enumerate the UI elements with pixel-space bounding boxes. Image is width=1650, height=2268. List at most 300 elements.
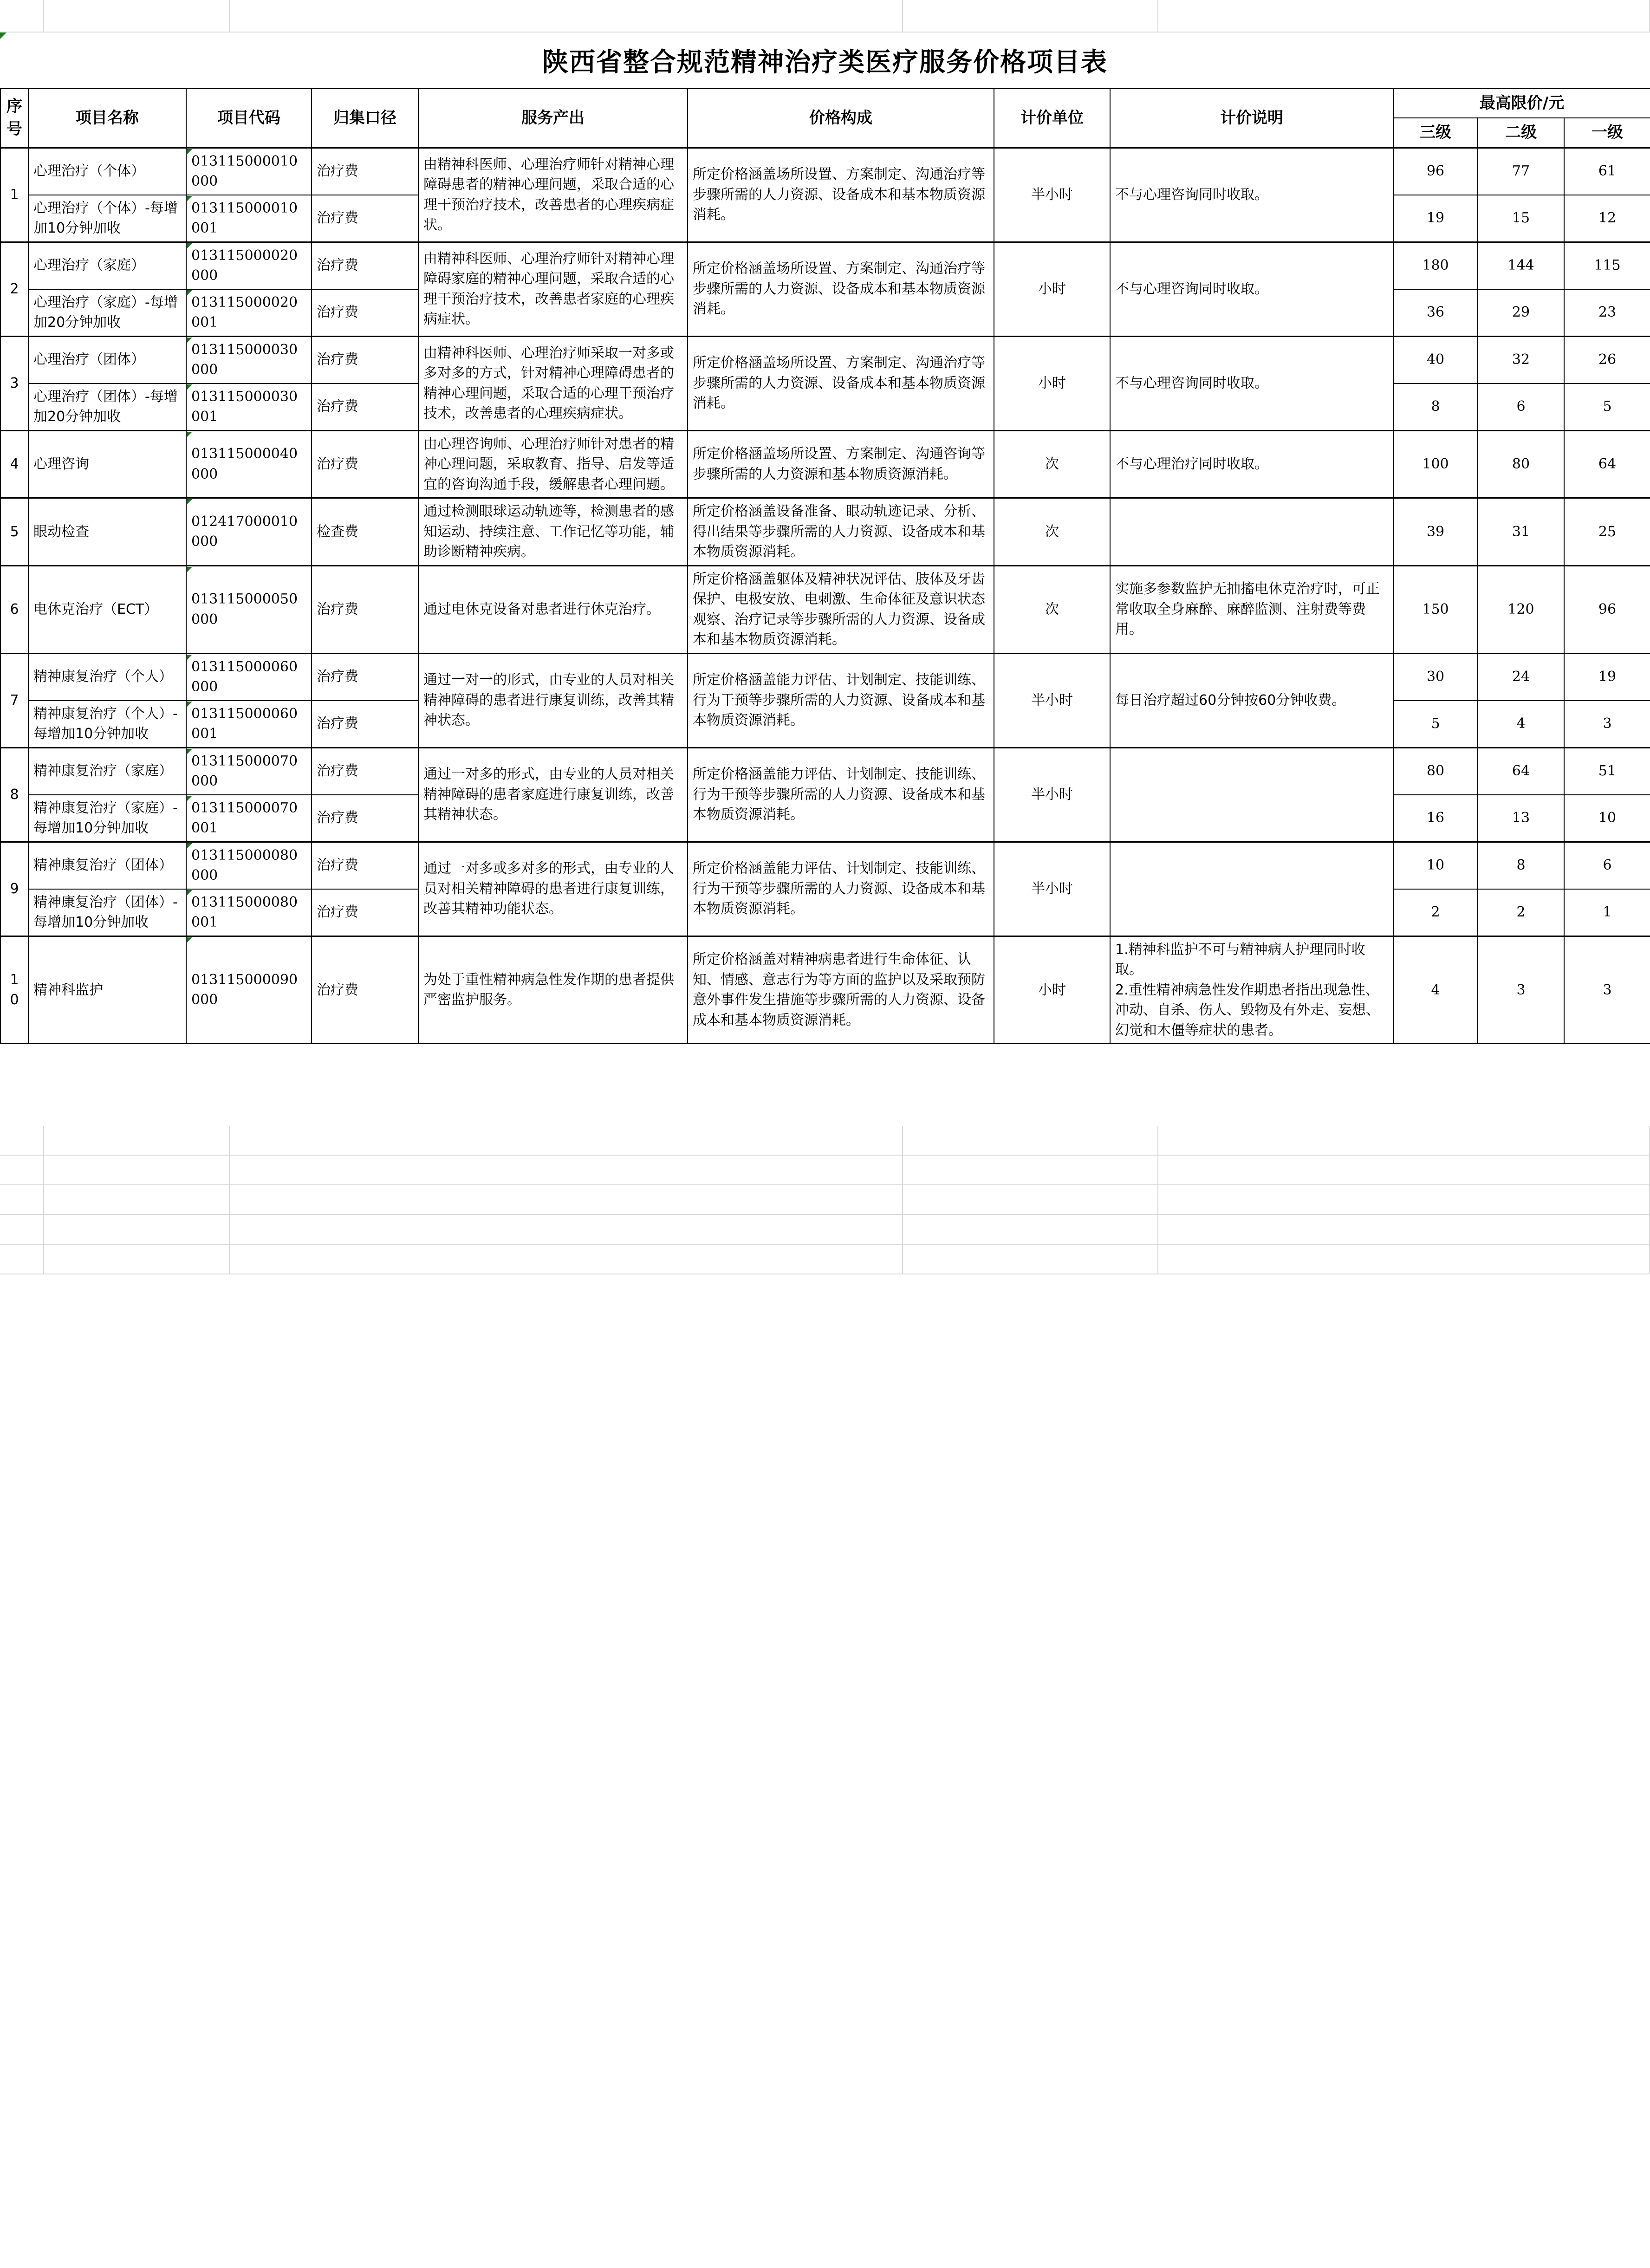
cell-scope-text: 治疗费 — [317, 904, 358, 921]
cell-seq — [0, 498, 28, 566]
ghost-cell — [903, 1245, 1158, 1274]
cell-item-code-text: 013115000010000 — [191, 153, 298, 190]
cell-pricing-desc-text: 实施多参数监护无抽搐电休克治疗时，可正常收取全身麻醉、麻醉监测、注射费等费用。 — [1115, 581, 1380, 638]
cell-unit-text: 半小时 — [1031, 880, 1073, 897]
cell-price-level1-text: 64 — [1598, 456, 1617, 473]
cell-price-level3-text: 100 — [1422, 456, 1449, 473]
cell-price-level2 — [1478, 565, 1564, 653]
cell-price-level3-text: 5 — [1431, 715, 1440, 732]
cell-scope-text: 治疗费 — [317, 857, 358, 874]
cell-price-level1-text: 25 — [1598, 523, 1617, 540]
cell-price-composition-text: 所定价格涵盖能力评估、计划制定、技能训练、行为干预等步骤所需的人力资源、设备成本和基本物质资源消耗。 — [693, 860, 985, 917]
cell-note-marker-icon — [187, 749, 192, 754]
cell-unit — [994, 336, 1110, 430]
cell-price-level3-text: 10 — [1426, 857, 1445, 874]
cell-item-code-text: 013115000070001 — [191, 799, 298, 837]
cell-service-output-text: 通过检测眼球运动轨迹等，检测患者的感知运动、持续注意、工作记忆等功能，辅助诊断精神疾病。 — [423, 503, 674, 560]
cell-item-code-text: 013115000020001 — [191, 294, 298, 331]
cell-note-marker-icon — [187, 149, 192, 154]
cell-price-level2 — [1478, 842, 1564, 889]
cell-price-level3 — [1393, 383, 1478, 431]
cell-price-level1 — [1564, 795, 1650, 842]
column-header-level1: 一级 — [1564, 118, 1650, 148]
ghost-cell — [1158, 1156, 1650, 1185]
cell-price-level2 — [1478, 430, 1564, 498]
cell-scope-text: 治疗费 — [317, 601, 358, 617]
cell-price-level3 — [1393, 336, 1478, 383]
cell-item-name — [28, 498, 186, 566]
cell-pricing-desc-text: 不与心理治疗同时收取。 — [1115, 456, 1268, 473]
cell-seq-text: 8 — [10, 786, 19, 803]
table-row — [0, 242, 1650, 289]
cell-price-level2 — [1478, 242, 1564, 289]
cell-item-code — [186, 498, 312, 566]
cell-item-code-text: 013115000080000 — [191, 847, 298, 884]
column-header-price-composition: 价格构成 — [688, 89, 994, 148]
cell-price-composition — [688, 842, 994, 936]
cell-item-code — [186, 148, 312, 195]
cell-service-output-text: 为处于重性精神病急性发作期的患者提供严密监护服务。 — [423, 971, 674, 1008]
cell-scope — [312, 701, 418, 748]
cell-price-level1 — [1564, 842, 1650, 889]
cell-price-level2-text: 80 — [1512, 456, 1530, 473]
cell-note-marker-icon — [187, 796, 192, 801]
cell-unit — [994, 653, 1110, 747]
cell-item-code — [186, 795, 312, 842]
cell-price-level2 — [1478, 498, 1564, 566]
cell-scope — [312, 795, 418, 842]
cell-price-level3-text: 19 — [1426, 210, 1445, 227]
table-row — [0, 565, 1650, 653]
cell-scope — [312, 842, 418, 889]
cell-service-output-text: 通过一对多或多对多的形式，由专业的人员对相关精神障碍的患者进行康复训练，改善其精神功能状态。 — [423, 860, 674, 917]
cell-service-output — [418, 498, 688, 566]
cell-price-composition-text: 所定价格涵盖对精神病患者进行生命体征、认知、情感、意志行为等方面的监护以及采取预防意外事件发生措施等步骤所需的人力资源、设备成本和基本物质资源消耗。 — [693, 951, 985, 1028]
table-row — [0, 148, 1650, 195]
cell-item-name — [28, 336, 186, 383]
cell-service-output — [418, 336, 688, 430]
cell-price-composition — [688, 430, 994, 498]
cell-service-output-text: 通过电休克设备对患者进行休克治疗。 — [423, 601, 660, 617]
cell-price-level1 — [1564, 430, 1650, 498]
cell-price-level2 — [1478, 701, 1564, 748]
cell-price-level1 — [1564, 336, 1650, 383]
cell-price-level2-text: 15 — [1512, 210, 1530, 227]
cell-price-level2 — [1478, 747, 1564, 795]
cell-seq — [0, 148, 28, 242]
cell-price-composition — [688, 498, 994, 566]
cell-scope — [312, 289, 418, 337]
ghost-cell — [1158, 1245, 1650, 1274]
column-header-cap-group: 最高限价/元 — [1393, 89, 1650, 118]
column-header-output: 服务产出 — [418, 89, 688, 148]
cell-item-name-text: 心理治疗（家庭）-每增加20分钟加收 — [33, 294, 178, 331]
cell-price-level3 — [1393, 148, 1478, 195]
cell-item-name — [28, 842, 186, 889]
cell-unit-text: 半小时 — [1031, 692, 1073, 708]
cell-pricing-desc — [1110, 653, 1393, 747]
cell-note-marker-icon — [187, 432, 192, 437]
cell-price-level2 — [1478, 383, 1564, 431]
cell-price-level3 — [1393, 653, 1478, 701]
cell-scope — [312, 565, 418, 653]
cell-note-marker-icon — [187, 384, 192, 390]
cell-pricing-desc — [1110, 565, 1393, 653]
cell-price-level1-text: 3 — [1603, 981, 1612, 998]
cell-item-code-text: 013115000030001 — [191, 388, 298, 425]
cell-price-level3 — [1393, 242, 1478, 289]
cell-scope-text: 治疗费 — [317, 981, 358, 998]
cell-note-marker-icon — [187, 338, 192, 343]
cell-service-output-text: 由心理咨询师、心理治疗师针对患者的精神心理问题，采取教育、指导、启发等适宜的咨询沟通手段，缓解患者心理问题。 — [423, 435, 674, 493]
cell-price-level1 — [1564, 565, 1650, 653]
cell-price-level3 — [1393, 195, 1478, 242]
ghost-cell — [1158, 1185, 1650, 1215]
cell-pricing-desc-text: 不与心理咨询同时收取。 — [1115, 186, 1268, 203]
column-header-desc: 计价说明 — [1110, 89, 1393, 148]
cell-unit-text: 小时 — [1038, 280, 1066, 297]
cell-price-level1 — [1564, 195, 1650, 242]
cell-item-code — [186, 889, 312, 936]
cell-price-level2-text: 24 — [1512, 669, 1530, 685]
cell-pricing-desc — [1110, 242, 1393, 336]
cell-item-name — [28, 653, 186, 701]
cell-price-composition-text: 所定价格涵盖能力评估、计划制定、技能训练、行为干预等步骤所需的人力资源、设备成本和基本物质资源消耗。 — [693, 672, 985, 729]
cell-item-code — [186, 383, 312, 431]
cell-unit — [994, 242, 1110, 336]
cell-price-level2-text: 6 — [1516, 398, 1526, 415]
cell-item-name-text: 心理治疗（个体）-每增加10分钟加收 — [33, 200, 178, 237]
cell-price-composition — [688, 565, 994, 653]
cell-scope — [312, 336, 418, 383]
table-row — [0, 936, 1650, 1044]
cell-scope-text: 治疗费 — [317, 257, 358, 274]
table-row — [0, 747, 1650, 795]
cell-unit — [994, 936, 1110, 1044]
spreadsheet-blank-row — [0, 1245, 1650, 1274]
page-title: 陕西省整合规范精神治疗类医疗服务价格项目表 — [542, 47, 1108, 78]
table-header-row-1 — [0, 89, 1650, 118]
cell-item-name — [28, 195, 186, 242]
ghost-cell — [230, 0, 903, 32]
cell-seq-text: 3 — [10, 375, 19, 391]
cell-price-level1 — [1564, 242, 1650, 289]
cell-item-name-text: 精神康复治疗（团体）-每增加10分钟加收 — [33, 894, 178, 931]
spreadsheet-blank-row — [0, 1215, 1650, 1245]
cell-price-level1-text: 96 — [1598, 601, 1617, 617]
cell-price-level2-text: 32 — [1512, 351, 1530, 368]
cell-note-marker-icon — [187, 290, 192, 295]
cell-item-name-text: 电休克治疗（ECT） — [33, 601, 158, 617]
ghost-cell — [230, 1185, 903, 1215]
cell-unit — [994, 842, 1110, 936]
cell-scope — [312, 242, 418, 289]
cell-item-name — [28, 701, 186, 748]
cell-scope-text: 治疗费 — [317, 304, 358, 321]
cell-pricing-desc — [1110, 336, 1393, 430]
cell-price-level2-text: 2 — [1516, 904, 1526, 921]
ghost-cell — [0, 1245, 44, 1274]
cell-unit-text: 次 — [1045, 601, 1059, 617]
cell-item-name-text: 精神科监护 — [33, 981, 103, 998]
cell-price-level2-text: 77 — [1512, 163, 1530, 180]
cell-price-composition — [688, 148, 994, 242]
cell-item-name — [28, 936, 186, 1044]
cell-item-name — [28, 148, 186, 195]
cell-price-level1 — [1564, 653, 1650, 701]
cell-seq — [0, 842, 28, 936]
cell-price-level1 — [1564, 289, 1650, 337]
cell-seq-text: 7 — [10, 692, 19, 708]
spreadsheet-blank-row — [0, 1156, 1650, 1185]
cell-price-level3 — [1393, 936, 1478, 1044]
cell-price-level1-text: 23 — [1598, 304, 1617, 321]
cell-item-code — [186, 565, 312, 653]
cell-price-level1 — [1564, 383, 1650, 431]
cell-price-level3-text: 4 — [1431, 981, 1440, 998]
cell-price-level1-text: 19 — [1598, 669, 1617, 685]
ghost-cell — [903, 0, 1158, 32]
cell-unit-text: 次 — [1045, 523, 1059, 540]
cell-item-code — [186, 701, 312, 748]
cell-price-level2 — [1478, 195, 1564, 242]
cell-price-composition — [688, 336, 994, 430]
cell-price-level1-text: 12 — [1598, 210, 1617, 227]
cell-seq — [0, 936, 28, 1044]
cell-scope-text: 检查费 — [317, 523, 358, 540]
cell-price-level1 — [1564, 889, 1650, 936]
cell-service-output — [418, 747, 688, 842]
cell-price-level3 — [1393, 842, 1478, 889]
ghost-cell — [0, 1185, 44, 1215]
cell-unit — [994, 747, 1110, 842]
cell-price-level3-text: 80 — [1426, 763, 1445, 780]
cell-pricing-desc-text: 每日治疗超过60分钟按60分钟收费。 — [1115, 692, 1346, 708]
cell-seq-text: 9 — [10, 880, 19, 897]
cell-item-name — [28, 889, 186, 936]
cell-note-marker-icon — [187, 937, 192, 942]
cell-scope — [312, 195, 418, 242]
cell-item-name — [28, 430, 186, 498]
cell-scope — [312, 430, 418, 498]
cell-item-code — [186, 936, 312, 1044]
cell-service-output — [418, 653, 688, 747]
cell-item-name-text: 精神康复治疗（个人）-每增加10分钟加收 — [33, 705, 178, 742]
cell-pricing-desc — [1110, 747, 1393, 842]
cell-price-level3 — [1393, 289, 1478, 337]
ghost-cell — [1158, 1126, 1650, 1156]
cell-price-level3-text: 150 — [1422, 601, 1449, 617]
cell-item-code — [186, 430, 312, 498]
cell-note-marker-icon — [187, 243, 192, 248]
ghost-cell — [230, 1156, 903, 1185]
cell-note-marker-icon — [187, 890, 192, 895]
cell-item-code — [186, 653, 312, 701]
cell-item-name — [28, 289, 186, 337]
cell-item-name — [28, 747, 186, 795]
column-header-name: 项目名称 — [28, 89, 186, 148]
cell-item-name — [28, 795, 186, 842]
cell-seq — [0, 242, 28, 336]
cell-price-level1-text: 1 — [1603, 904, 1612, 921]
ghost-cell — [44, 1185, 230, 1215]
table-bottom-spacer — [0, 1044, 1650, 1126]
cell-price-level1 — [1564, 498, 1650, 566]
cell-item-name-text: 精神康复治疗（团体） — [33, 857, 173, 874]
table-row — [0, 842, 1650, 889]
cell-price-composition — [688, 653, 994, 747]
cell-price-level2-text: 31 — [1512, 523, 1530, 540]
cell-item-code-text: 013115000060000 — [191, 658, 298, 695]
cell-price-composition — [688, 747, 994, 842]
ghost-cell — [44, 1245, 230, 1274]
ghost-cell — [0, 0, 44, 32]
cell-price-level1-text: 3 — [1603, 715, 1612, 732]
cell-price-composition-text: 所定价格涵盖设备准备、眼动轨迹记录、分析、得出结果等步骤所需的人力资源、设备成本和基本物质资源消耗。 — [693, 503, 985, 560]
cell-scope-text: 治疗费 — [317, 398, 358, 415]
cell-pricing-desc-text: 1.精神科监护不可与精神病人护理同时收取。 2.重性精神病急性发作期患者指出现急性、冲动、自杀、伤人、毁物及有外走、妄想、幻觉和木僵等症状的患者。 — [1115, 941, 1380, 1039]
table-row — [0, 498, 1650, 566]
spreadsheet-top-ghost-row — [0, 0, 1650, 32]
table-body — [0, 148, 1650, 1044]
cell-service-output-text: 由精神科医师、心理治疗师采取一对多或多对多的方式，针对精神心理障碍患者的精神心理问题，采取合适的心理干预治疗技术，改善患者的心理疾病症状。 — [423, 344, 674, 422]
cell-service-output-text: 通过一对多的形式，由专业的人员对相关精神障碍的患者家庭进行康复训练，改善其精神状态。 — [423, 766, 674, 823]
cell-note-marker-icon — [187, 655, 192, 660]
cell-item-code-text: 012417000010000 — [191, 513, 298, 550]
cell-unit — [994, 498, 1110, 566]
column-header-seq: 序号 — [0, 89, 28, 148]
cell-pricing-desc — [1110, 430, 1393, 498]
cell-price-level3 — [1393, 498, 1478, 566]
cell-item-code-text: 013115000020000 — [191, 247, 298, 284]
cell-unit — [994, 430, 1110, 498]
cell-item-code-text: 013115000030000 — [191, 341, 298, 378]
cell-item-name-text: 眼动检查 — [33, 523, 89, 540]
ghost-cell — [230, 1215, 903, 1245]
cell-price-composition-text: 所定价格涵盖场所设置、方案制定、沟通治疗等步骤所需的人力资源、设备成本和基本物质资源消耗。 — [693, 260, 985, 318]
cell-unit-text: 小时 — [1038, 981, 1066, 998]
ghost-cell — [230, 1126, 903, 1156]
cell-item-code — [186, 336, 312, 383]
cell-price-level1 — [1564, 936, 1650, 1044]
cell-item-name-text: 心理咨询 — [33, 456, 89, 473]
page-title-band — [0, 32, 1650, 88]
cell-unit-text: 半小时 — [1031, 186, 1073, 203]
column-header-code: 项目代码 — [186, 89, 312, 148]
cell-price-level3 — [1393, 430, 1478, 498]
cell-price-level1 — [1564, 701, 1650, 748]
cell-price-level3-text: 36 — [1426, 304, 1445, 321]
cell-service-output — [418, 936, 688, 1044]
cell-pricing-desc-text: 不与心理咨询同时收取。 — [1115, 280, 1268, 297]
cell-seq-text: 1 — [10, 186, 19, 203]
ghost-cell — [903, 1185, 1158, 1215]
cell-scope — [312, 653, 418, 701]
cell-scope-text: 治疗费 — [317, 763, 358, 780]
cell-price-level2-text: 64 — [1512, 763, 1530, 780]
cell-price-level3 — [1393, 701, 1478, 748]
cell-service-output — [418, 242, 688, 336]
ghost-cell — [903, 1126, 1158, 1156]
cell-price-level1-text: 61 — [1598, 163, 1617, 180]
cell-service-output-text: 由精神科医师、心理治疗师针对精神心理障碍患者的精神心理问题，采取合适的心理干预治疗技术，改善患者的心理疾病症状。 — [423, 156, 674, 234]
cell-price-level3-text: 180 — [1422, 257, 1449, 274]
cell-item-name — [28, 242, 186, 289]
cell-price-composition-text: 所定价格涵盖躯体及精神状况评估、肢体及牙齿保护、电极安放、电刺激、生命体征及意识状态观察、治疗记录等步骤所需的人力资源、设备成本和基本物质资源消耗。 — [693, 571, 985, 648]
cell-price-level2 — [1478, 889, 1564, 936]
cell-service-output — [418, 430, 688, 498]
cell-scope-text: 治疗费 — [317, 456, 358, 473]
cell-note-marker-icon — [187, 843, 192, 848]
column-header-level3: 三级 — [1393, 118, 1478, 148]
cell-item-name — [28, 383, 186, 431]
cell-price-composition — [688, 242, 994, 336]
cell-price-level3-text: 96 — [1426, 163, 1445, 180]
cell-price-level1-text: 115 — [1594, 257, 1621, 274]
cell-price-level3-text: 8 — [1431, 398, 1440, 415]
table-header — [0, 89, 1650, 148]
cell-item-name-text: 心理治疗（团体）-每增加20分钟加收 — [33, 388, 178, 425]
cell-seq-text: 5 — [10, 523, 19, 540]
cell-seq-text: 2 — [10, 280, 19, 297]
cell-item-code-text: 013115000060001 — [191, 705, 298, 742]
cell-price-level2 — [1478, 653, 1564, 701]
cell-scope-text: 治疗费 — [317, 351, 358, 368]
cell-scope — [312, 747, 418, 795]
cell-price-level2-text: 3 — [1516, 981, 1526, 998]
cell-price-composition — [688, 936, 994, 1044]
cell-price-composition-text: 所定价格涵盖场所设置、方案制定、沟通咨询等步骤所需的人力资源和基本物质资源消耗。 — [693, 446, 985, 482]
cell-unit — [994, 565, 1110, 653]
cell-scope-text: 治疗费 — [317, 163, 358, 180]
ghost-cell — [44, 1215, 230, 1245]
cell-scope — [312, 383, 418, 431]
ghost-cell — [44, 1156, 230, 1185]
cell-item-code-text: 013115000090000 — [191, 971, 298, 1008]
cell-price-level1-text: 5 — [1603, 398, 1612, 415]
cell-price-level2 — [1478, 795, 1564, 842]
cell-item-code-text: 013115000050000 — [191, 591, 298, 628]
cell-price-level1-text: 10 — [1598, 810, 1617, 826]
column-header-unit: 计价单位 — [994, 89, 1110, 148]
ghost-cell — [0, 1215, 44, 1245]
cell-note-marker-icon — [187, 196, 192, 201]
cell-scope — [312, 498, 418, 566]
cell-price-level3 — [1393, 747, 1478, 795]
cell-price-level3 — [1393, 565, 1478, 653]
cell-item-name-text: 心理治疗（个体） — [33, 163, 145, 180]
cell-pricing-desc — [1110, 148, 1393, 242]
cell-item-code — [186, 747, 312, 795]
cell-unit — [994, 148, 1110, 242]
cell-scope-text: 治疗费 — [317, 669, 358, 685]
cell-item-name-text: 精神康复治疗（个人） — [33, 669, 173, 685]
table-row — [0, 430, 1650, 498]
cell-seq — [0, 565, 28, 653]
cell-price-composition-text: 所定价格涵盖能力评估、计划制定、技能训练、行为干预等步骤所需的人力资源、设备成本和基本物质资源消耗。 — [693, 766, 985, 823]
cell-item-name-text: 精神康复治疗（家庭）-每增加10分钟加收 — [33, 799, 178, 837]
cell-pricing-desc-text: 不与心理咨询同时收取。 — [1115, 375, 1268, 391]
cell-item-name-text: 心理治疗（团体） — [33, 351, 145, 368]
ghost-cell — [903, 1156, 1158, 1185]
cell-note-marker-icon — [0, 32, 6, 39]
cell-unit-text: 半小时 — [1031, 786, 1073, 803]
cell-note-marker-icon — [187, 567, 192, 572]
cell-service-output — [418, 842, 688, 936]
cell-pricing-desc — [1110, 498, 1393, 566]
cell-price-level1 — [1564, 148, 1650, 195]
cell-scope — [312, 889, 418, 936]
